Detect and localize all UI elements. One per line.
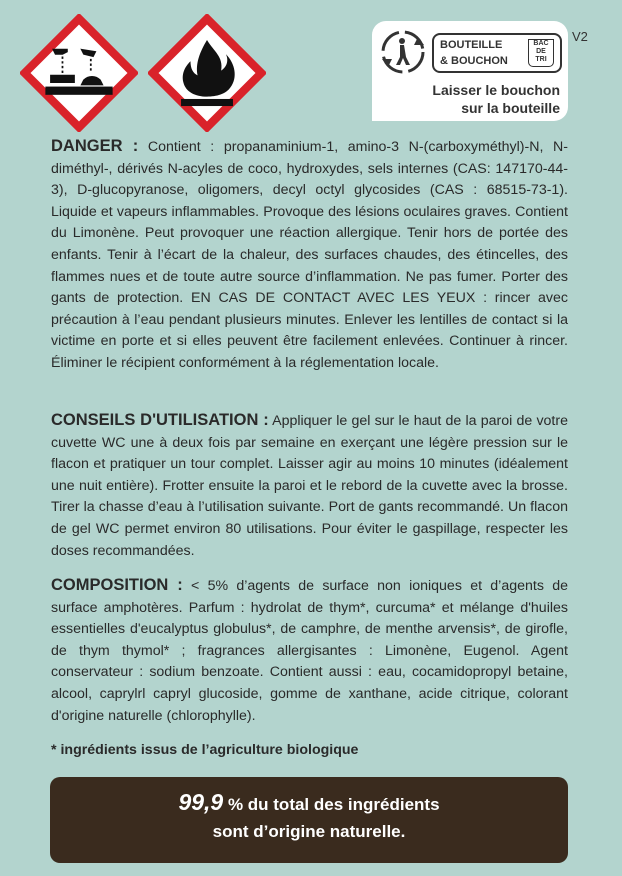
bac-line-2: DE [536,48,546,55]
danger-heading: DANGER : [51,137,139,155]
flammable-hazard-pictogram [148,14,266,132]
composition-text: < 5% d’agents de surface non ioniques et d’agents de surface amphotères. Parfum : hydrolat de thym*, curcuma* et mélange d'huiles essentielles d'eucalyptus globulus*, de camphre, de menthe arvensis*, de girofle, de thym thymol* ; fragrances allergisantes : Limonène, Eugenol. Agent conservateur : sodium benzoate. Contient aussi : eau, cocamidopropyl betaine, alcool, caprylrl capryl glucoside, gomme de xanthane, acide citrique, colorant d'origine naturelle (chlorophylle). [51,578,568,724]
bottle-cap-label [432,33,562,73]
composition-section [51,575,568,727]
sorting-bin-icon [528,39,554,67]
bac-line-1: BAC [533,40,549,47]
danger-text: Contient : propanaminium-1, amino-3 N-(carboxyméthyl)-N, N-diméthyl-, dérivés N-acyles de coco, hydroxydes, sels internes (CAS: 147170-44-3), D-glucopyranose, oligomers, decyl octyl glycosides (CAS : 68515-73-1). Liquide et vapeurs inflammables. Provoque des lésions oculaires graves. Contient du Limonène. Peut provoquer une réaction allergique. Tenir hors de portée des enfants. Tenir à l’écart de la chaleur, des surfaces chaudes, des étincelles, des flammes nues et de toute autre source d’inflammation. Ne pas fumer. Porter des gants de protection. EN CAS DE CONTACT AVEC LES YEUX : rincer avec précaution à l’eau pendant plusieurs minutes. Enlever les lentilles de contact si la victime en porte et si elles peuvent être facilement enlevées. Continuer à rincer. Éliminer le récipient conformément à la réglementation locale. [51,139,568,371]
recycle-arrows-icon [378,27,428,77]
keep-line-2: sur la bouteille [461,100,560,116]
corrosion-hazard-pictogram [20,14,138,132]
danger-section [51,136,568,375]
usage-heading: CONSEILS D'UTILISATION : [51,411,269,429]
natural-origin-banner [50,777,568,863]
usage-section [51,410,568,562]
usage-text: Appliquer le gel sur le haut de la paroi de votre cuvette WC une à deux fois par semaine en exerçant une légère pression sur le flacon et pratiquer un tour complet. Laisser agir au moins 10 minutes (idéalement une nuit entière). Frotter ensuite la paroi et le rebord de la cuvette avec la brosse. Tirer la chasse d’eau à l’utilisation suivante. Port de gants recommandé. Un flacon de gel WC permet environ 80 utilisations. Pour éviter le gaspillage, respecter les doses recommandées. [51,413,568,559]
banner-line-1 [50,789,568,816]
version-label: V2 [572,29,588,44]
keep-line-1: Laisser le bouchon [432,82,560,98]
composition-heading: COMPOSITION : [51,576,183,594]
banner-line-1-text: % du total des ingrédients [223,795,440,814]
keep-cap-instruction [372,81,560,117]
recycle-line-1: BOUTEILLE [440,39,503,51]
recycling-info-panel [372,21,568,121]
bac-line-3: TRI [535,56,547,63]
banner-percent: 99,9 [178,789,224,815]
organic-footnote: * ingrédients issus de l’agriculture biologique [51,742,359,758]
banner-line-2: sont d’origine naturelle. [212,822,406,841]
recycle-line-2: & BOUCHON [440,55,508,67]
